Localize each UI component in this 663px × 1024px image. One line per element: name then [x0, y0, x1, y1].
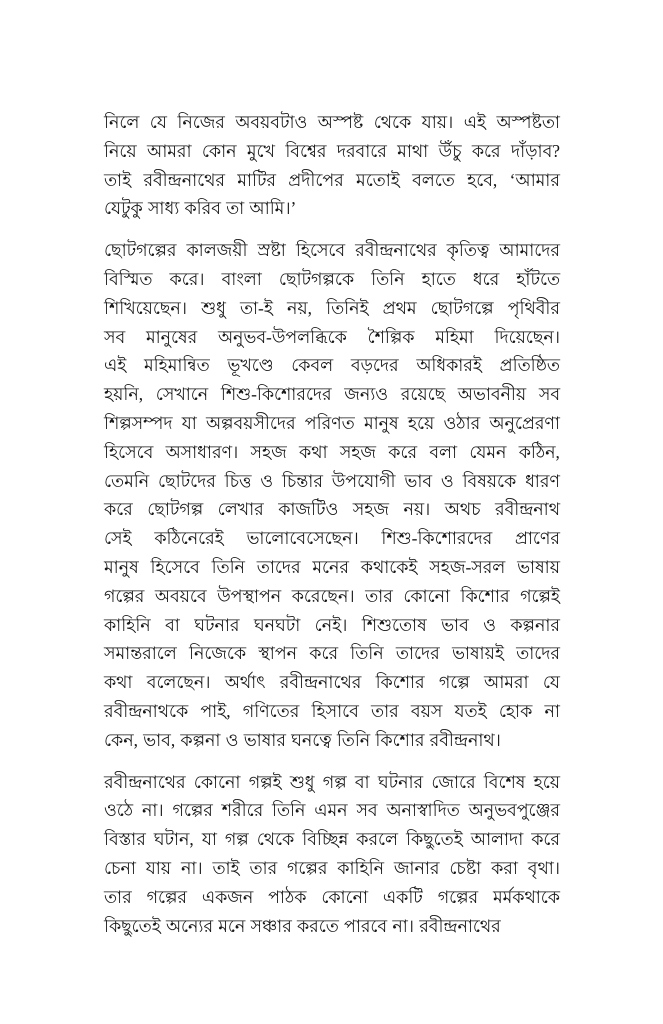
word: ভাষায়: [517, 556, 560, 577]
word: শুধু: [289, 771, 315, 792]
word: না: [544, 700, 560, 721]
word: চেনা: [104, 857, 136, 878]
word: এমন: [314, 800, 348, 821]
word: মাটির: [237, 169, 276, 190]
word: যা: [201, 829, 217, 850]
word: ধারণ: [525, 470, 560, 491]
word: চিত্ত: [224, 470, 252, 491]
word: উঁচু: [438, 140, 462, 161]
word: বিশ্বের: [285, 140, 327, 161]
word: নিয়ে: [104, 140, 137, 161]
word: ওঠার: [443, 412, 481, 433]
word: জোরে: [431, 771, 476, 792]
word: রবীন্দ্রনাথের: [419, 915, 501, 936]
text-line: [104, 697, 560, 726]
word: কোনো: [403, 585, 450, 606]
word: বলেছেন।: [146, 672, 211, 693]
word: মনের: [312, 556, 349, 577]
text-line: [104, 768, 560, 797]
word: তাদের: [256, 556, 301, 577]
word: হিসেবে: [104, 441, 154, 462]
word: গল্পের: [287, 857, 328, 878]
text-line: [104, 854, 560, 883]
word: দাঁড়াব?: [510, 140, 560, 161]
word: সহজ-সরল: [429, 556, 506, 577]
word: যেটুকু: [104, 198, 143, 219]
word: যতই: [454, 700, 487, 721]
word: আমি।’: [249, 198, 297, 219]
word: প্রাণের: [514, 528, 560, 549]
word: কিশোর: [375, 729, 425, 750]
word: করলে: [356, 829, 398, 850]
word: হবে,: [467, 169, 498, 190]
word: ঘটনার: [377, 771, 424, 792]
word: নেই।: [314, 614, 348, 635]
word: কথাকেই: [360, 556, 418, 577]
word: অনাস্বাদিত: [386, 800, 460, 821]
word: একটি: [382, 886, 423, 907]
word: না।: [180, 857, 203, 878]
text-line: [104, 294, 560, 323]
word: কল্পনা: [180, 729, 221, 750]
word: রবীন্দ্রনাথের: [143, 169, 225, 190]
text-line: [104, 380, 560, 409]
word: শিখিয়েছেন।: [104, 297, 188, 318]
word: আমরা: [146, 140, 192, 161]
word: মানুষ: [104, 556, 139, 577]
word: যেমন: [469, 441, 507, 462]
word: শিশু-কিশোরদের: [220, 384, 332, 405]
word: মর্মকথাকে: [492, 886, 560, 907]
word: কেন,: [104, 729, 138, 750]
word: আলাদা: [470, 829, 524, 850]
word: ভূখণ্ডে: [227, 355, 274, 376]
word: এই: [463, 112, 486, 132]
word: গল্পের: [104, 585, 145, 606]
word: অসাধারণ।: [165, 441, 239, 462]
word: হিসাবে: [311, 700, 359, 721]
word: নিলে: [104, 112, 140, 132]
word: তিনি: [371, 268, 405, 289]
text-line: [104, 351, 560, 380]
text-line: [104, 495, 560, 524]
word: ‘আমার: [509, 169, 560, 190]
word: না।: [141, 800, 164, 821]
word: অধিকারই: [416, 355, 482, 376]
word: তাই: [104, 169, 132, 190]
word: তার: [249, 857, 278, 878]
word: পাঠক: [268, 886, 307, 907]
word: ছোটগল্পে: [430, 297, 494, 318]
word: তাদের: [516, 643, 560, 664]
word: যে: [542, 672, 560, 693]
word: নয়,: [287, 297, 312, 318]
word: অল্পবয়সীদের: [206, 412, 296, 433]
word: কাজটিও: [278, 499, 339, 520]
word: চেষ্টা: [449, 857, 482, 878]
word: গল্প: [224, 829, 249, 850]
word: ঘটনার: [194, 614, 240, 635]
word: জন্যও: [344, 384, 389, 405]
word: সব: [356, 800, 378, 821]
word: উপস্থাপন: [217, 585, 282, 606]
text-line: [104, 108, 560, 137]
word: শিল্পসম্পদ: [104, 412, 173, 433]
word: কেবল: [291, 355, 334, 376]
word: স্থাপন: [258, 643, 298, 664]
word: তা-ই: [239, 297, 273, 318]
word: ভাষার: [243, 729, 286, 750]
word: হাতে: [421, 268, 456, 289]
text-line: [104, 236, 560, 265]
word: চিন্তার: [281, 470, 323, 491]
word: তিনি: [272, 800, 306, 821]
word: ঘটান,: [153, 829, 194, 850]
word: ঘনত্বে: [291, 729, 332, 750]
word: সহজ: [339, 441, 376, 462]
word: কথা: [104, 672, 133, 693]
text-line: [104, 726, 560, 755]
word: তিনি: [350, 643, 384, 664]
word: সব: [104, 326, 126, 347]
word: তিনি: [211, 556, 245, 577]
word: করে: [388, 441, 418, 462]
word: হোক: [498, 700, 533, 721]
text-line: [104, 582, 560, 611]
text-line: [104, 553, 560, 582]
word: রবীন্দ্রনাথের: [355, 240, 437, 261]
text-line: [104, 524, 560, 553]
word: কালজয়ী: [186, 240, 248, 261]
word: কিছুতেই: [405, 829, 463, 850]
word: যে: [149, 112, 167, 132]
word: বিষয়কে: [462, 470, 517, 491]
word: তেমনি: [104, 470, 150, 491]
word: মানুষ: [363, 412, 399, 433]
text-line: [104, 467, 560, 496]
word: ও: [225, 729, 239, 750]
word: জানার: [393, 857, 440, 878]
word: থেকে: [256, 829, 295, 850]
word: এই: [104, 355, 127, 376]
text-line: [104, 883, 560, 912]
word: বিশেষ: [483, 771, 526, 792]
word: রবীন্দ্রনাথের: [104, 771, 186, 792]
word: মহিমান্বিত: [143, 355, 210, 376]
word: অনুভবপুঞ্জের: [468, 800, 560, 821]
word: কিশোর: [460, 585, 510, 606]
word: তার: [104, 886, 132, 907]
word: ও: [483, 614, 496, 635]
word: ভাব: [404, 470, 433, 491]
word: করে: [471, 140, 501, 161]
word: বয়স: [410, 700, 443, 721]
word: কল্পনার: [510, 614, 560, 635]
word: রবীন্দ্রনাথ: [495, 499, 560, 520]
word: রবীন্দ্রনাথ।: [429, 729, 501, 750]
word: ওঠে: [104, 800, 134, 821]
word: শরীরে: [221, 800, 264, 821]
word: বা: [354, 771, 370, 792]
word: ভাব,: [143, 729, 176, 750]
word: সেখানে: [155, 384, 209, 405]
word: গল্পেই: [520, 585, 560, 606]
word: করে: [104, 499, 133, 520]
word: স্রষ্টা: [257, 240, 286, 261]
word: ছোটগল্পের: [104, 240, 177, 261]
text-line: [104, 194, 560, 223]
word: অনুভব-উপলব্ধিকে: [217, 326, 347, 347]
word: শিশু-কিশোরদের: [381, 528, 493, 549]
word: পারবে: [344, 915, 388, 936]
word: মাথা: [397, 140, 429, 161]
word: কোনো: [193, 771, 241, 792]
text-line: [104, 639, 560, 668]
word: বলা: [429, 441, 458, 462]
word: প্রদীপের: [288, 169, 344, 190]
word: নয়।: [403, 499, 431, 520]
word: বিস্মিত: [104, 268, 153, 289]
word: অস্পষ্টতা: [496, 112, 560, 132]
word: অবয়বে: [154, 585, 207, 606]
word: তাদের: [395, 643, 440, 664]
word: বা: [165, 614, 180, 635]
word: গল্পের: [172, 800, 213, 821]
word: লেখার: [217, 499, 264, 520]
word: বিচ্ছিন্ন: [302, 829, 349, 850]
word: হয়ে: [407, 412, 435, 433]
word: ছোটগল্পকে: [278, 268, 354, 289]
word: অর্থাৎ: [224, 672, 266, 693]
word: পাই,: [200, 700, 231, 721]
word: আমরা: [483, 672, 529, 693]
word: হিসেবে: [295, 240, 346, 261]
word: অনুপ্রেরণা: [489, 412, 560, 433]
word: কোন: [201, 140, 237, 161]
word: হয়নি,: [104, 384, 144, 405]
word: রবীন্দ্রনাথকে: [104, 700, 189, 721]
word: করিব: [184, 198, 221, 219]
word: বৃথা।: [527, 857, 560, 878]
text-line: [104, 611, 560, 640]
paragraph-3: [104, 768, 560, 941]
word: অথচ: [444, 499, 481, 520]
word: রবীন্দ্রনাথের: [279, 672, 362, 693]
word: গল্পই: [248, 771, 282, 792]
text-line: [104, 323, 560, 352]
text-line: [104, 668, 560, 697]
word: হাঁটতে: [516, 268, 560, 289]
word: হয়ে: [533, 771, 560, 792]
word: গল্পের: [437, 886, 479, 907]
paragraph-2: [104, 236, 560, 754]
word: তিনি: [336, 729, 371, 750]
word: অভাবনীয়: [457, 384, 527, 405]
word: করা: [491, 857, 518, 878]
word: অবয়বটাও: [235, 112, 308, 132]
word: বলতে: [412, 169, 455, 190]
word: মনে: [218, 915, 246, 936]
word: নিজের: [177, 112, 225, 132]
word: করতে: [297, 915, 339, 936]
word: তিনিই: [326, 297, 369, 318]
word: মানুষের: [145, 326, 198, 347]
text-line: [104, 796, 560, 825]
word: করে।: [169, 268, 205, 289]
word: কথা: [299, 441, 328, 462]
word: থেকে: [373, 112, 412, 132]
word: কৃতিত্ব: [446, 240, 490, 261]
word: কোনো: [321, 886, 369, 907]
word: করে: [309, 643, 339, 664]
paragraph-1: [104, 108, 560, 223]
word: কঠিন,: [518, 441, 560, 462]
word: ভাব: [441, 614, 469, 635]
text-line: [104, 912, 560, 941]
word: ও: [260, 470, 274, 491]
word: অন্যের: [165, 915, 214, 936]
word: সঞ্চার: [250, 915, 292, 936]
word: মহিমা: [435, 326, 474, 347]
word: শিশুতোষ: [361, 614, 427, 635]
word: কাহিনি: [104, 614, 151, 635]
word: গল্প: [322, 771, 347, 792]
word: শুধু: [201, 297, 226, 318]
word: রয়েছে: [400, 384, 446, 405]
word: সহজ: [352, 499, 389, 520]
word: ঘনঘটা: [253, 614, 301, 635]
word: তাই: [212, 857, 240, 878]
word: আমাদের: [499, 240, 560, 261]
word: না।: [392, 915, 414, 936]
word: ভালোবেসেছেন।: [246, 528, 359, 549]
word: যায়: [145, 857, 172, 878]
word: ধরে: [472, 268, 500, 289]
word: শৈল্পিক: [367, 326, 415, 347]
word: তা: [226, 198, 245, 219]
word: প্রথম: [382, 297, 417, 318]
word: তার: [365, 585, 393, 606]
word: কাহিনি: [337, 857, 384, 878]
word: ছোটদের: [157, 470, 216, 491]
word: গল্পে: [438, 672, 470, 693]
word: নিজেকে: [188, 643, 247, 664]
text-line: [104, 409, 560, 438]
text-line: [104, 438, 560, 467]
word: ভাষায়ই: [451, 643, 504, 664]
word: গল্পের: [146, 886, 187, 907]
word: পরিণত: [304, 412, 355, 433]
word: বিস্তার: [104, 829, 146, 850]
text-column: [104, 108, 560, 940]
word: পৃথিবীর: [507, 297, 560, 318]
word: মতোই: [356, 169, 400, 190]
word: হিসেবে: [150, 556, 200, 577]
word: করে: [531, 829, 560, 850]
word: উপযোগী: [331, 470, 396, 491]
word: মুখে: [246, 140, 275, 161]
text-line: [104, 265, 560, 294]
word: প্রতিষ্ঠিত: [499, 355, 560, 376]
word: যায়।: [421, 112, 454, 132]
text-line: [104, 137, 560, 166]
word: সমান্তরালে: [104, 643, 177, 664]
word: বাংলা: [221, 268, 262, 289]
word: সেই: [104, 528, 132, 549]
word: কিশোর: [375, 672, 425, 693]
text-line: [104, 825, 560, 854]
word: বড়দের: [350, 355, 399, 376]
word: গণিতের: [242, 700, 300, 721]
word: তার: [371, 700, 399, 721]
word: কঠিনেরেই: [154, 528, 224, 549]
word: সব: [538, 384, 560, 405]
word: একজন: [201, 886, 254, 907]
word: ও: [440, 470, 454, 491]
word: কিছুতেই: [104, 915, 161, 936]
word: দরবারে: [336, 140, 387, 161]
word: দিয়েছেন।: [494, 326, 560, 347]
word: সহজ: [250, 441, 287, 462]
word: যা: [181, 412, 197, 433]
word: করেছেন।: [291, 585, 355, 606]
word: সাধ্য: [147, 198, 180, 219]
word: ছোটগল্প: [147, 499, 204, 520]
text-line: [104, 166, 560, 195]
word: অস্পষ্ট: [317, 112, 364, 132]
